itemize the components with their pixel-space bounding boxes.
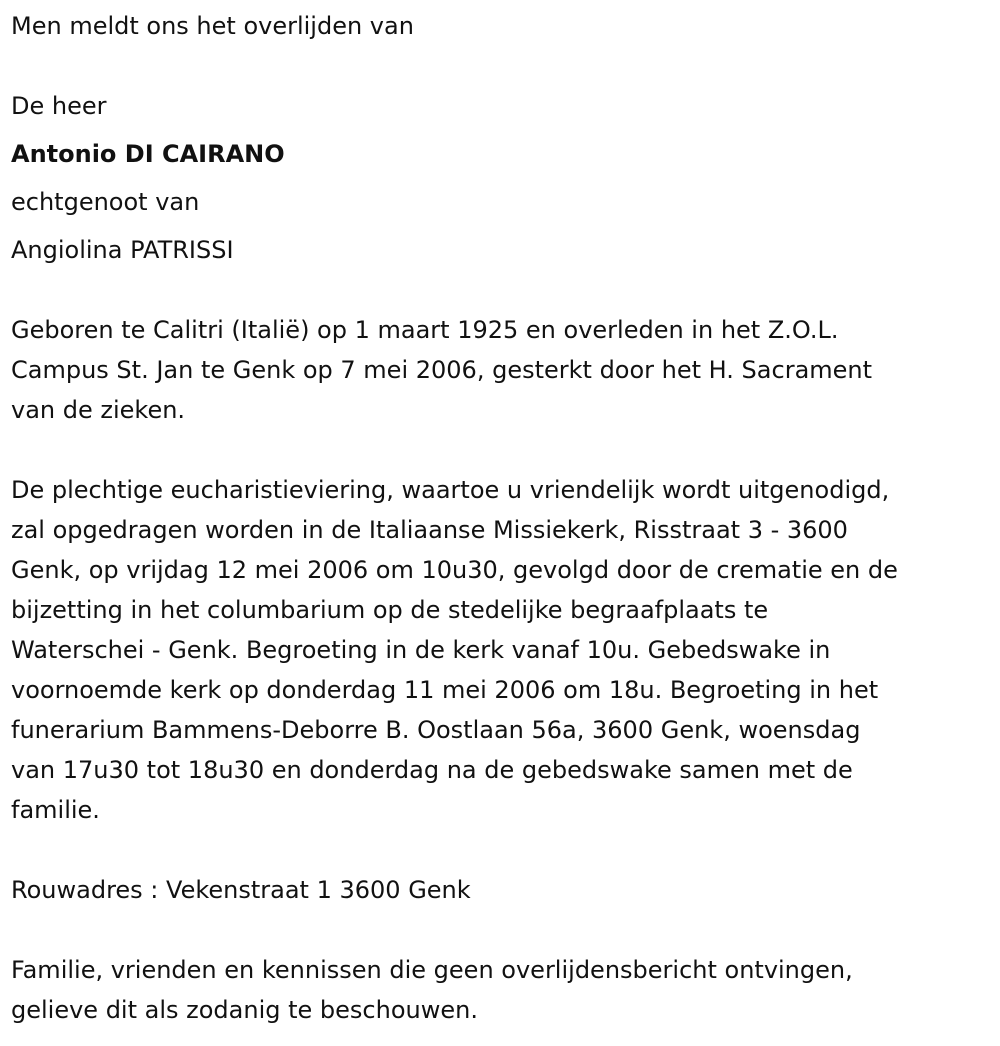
birth-death-paragraph: Geboren te Calitri (Italië) op 1 maart 1925 en overleden in het Z.O.L. Campus St. Jan te Genk op 7 mei 2006, gesterkt door het H. Sacrament van de zieken. (11, 316, 873, 424)
ceremony-paragraph: De plechtige eucharistieviering, waartoe u vriendelijk wordt uitgenodigd, zal opgedragen worden in de Italiaanse Missiekerk, Risstraat 3 - 3600 Genk, op vrijdag 12 mei 2006 om 10u30, gevolgd door de crematie en de bijzetting in het columbarium op de stedelijke begraafplaats te Waterschei - Genk. Begroeting in de kerk vanaf 10u. Gebedswake in voornoemde kerk op donderdag 11 mei 2006 om 18u. Begroeting in het funerarium Bammens-Deborre B. Oostlaan 56a, 3600 Genk, woensdag van 17u30 tot 18u30 en donderdag na de gebedswake samen met de familie. (11, 476, 898, 824)
spacer (11, 910, 990, 950)
spacer (11, 830, 990, 870)
title-line: De heer (11, 92, 107, 120)
spouse-name: Angiolina PATRISSI (11, 236, 234, 264)
spouse-intro: echtgenoot van (11, 188, 200, 216)
spacer (11, 270, 990, 310)
closing-paragraph: Familie, vrienden en kennissen die geen overlijdensbericht ontvingen, gelieve dit als zodanig te beschouwen. (11, 956, 853, 1024)
spacer (11, 430, 990, 470)
mourning-address: Rouwadres : Vekenstraat 1 3600 Genk (11, 876, 471, 904)
spacer (11, 46, 990, 86)
deceased-name: Antonio DI CAIRANO (11, 140, 285, 168)
notice-intro: Men meldt ons het overlijden van (11, 12, 414, 40)
